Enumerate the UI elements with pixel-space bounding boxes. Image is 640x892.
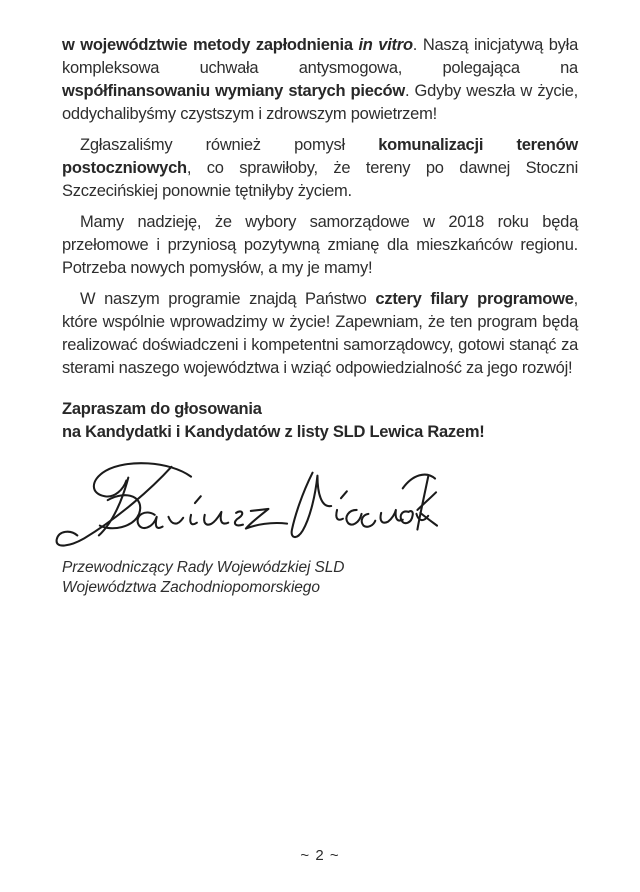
closing-line-2: na Kandydatki i Kandydatów z listy SLD Lewica Razem!	[62, 423, 485, 441]
text-segment: cztery filary programowe	[375, 290, 574, 308]
closing-invitation	[62, 398, 578, 444]
page-number: ~ 2 ~	[300, 847, 340, 864]
text-segment: komunalizacji terenów postoczniowych	[62, 136, 578, 177]
signatory-title-line-1: Przewodniczący Rady Wojewódzkiej SLD	[62, 559, 345, 576]
text-segment: , co sprawiłoby, że tereny po dawnej Stoczni Szczecińskiej ponownie tętniłyby życiem.	[62, 159, 578, 200]
paragraph-2	[62, 134, 578, 203]
text-segment: Mamy nadzieję, że wybory samorządowe w 2018 roku będą przełomowe i przyniosą pozytywną zmianę dla mieszkańców regionu. Potrzeba nowych pomysłów, a my je mamy!	[62, 213, 578, 277]
text-segment: W naszym programie znajdą Państwo	[80, 290, 376, 308]
signature-handwriting-icon	[44, 458, 438, 556]
text-segment: in vitro	[358, 36, 413, 54]
text-segment: , które wspólnie wprowadzimy w życie! Zapewniam, że ten program będą realizować doświadczeni i kompetentni samorządowcy, gotowi stanąć za sterami naszego województwa i wziąć odpowiedzialność za jego rozwój!	[62, 290, 578, 377]
body-text	[62, 34, 578, 380]
closing-line-1: Zapraszam do głosowania	[62, 400, 262, 418]
paragraph-3	[62, 211, 578, 280]
signature-block	[44, 458, 578, 556]
text-segment: Zgłaszaliśmy również pomysł	[80, 136, 379, 154]
text-segment: w województwie metody zapłodnienia	[62, 36, 359, 54]
paragraph-1	[62, 34, 578, 126]
signatory-title	[62, 558, 578, 598]
signatory-title-line-2: Województwa Zachodniopomorskiego	[62, 579, 320, 596]
text-segment: . Gdyby weszła w życie, oddychalibyśmy czystszym i zdrowszym powietrzem!	[62, 82, 578, 123]
text-segment: współfinansowaniu wymiany starych pieców	[62, 82, 405, 100]
paragraph-4	[62, 288, 578, 380]
text-segment: . Naszą inicjatywą była kompleksowa uchwała antysmogowa, polegająca na	[62, 36, 578, 77]
